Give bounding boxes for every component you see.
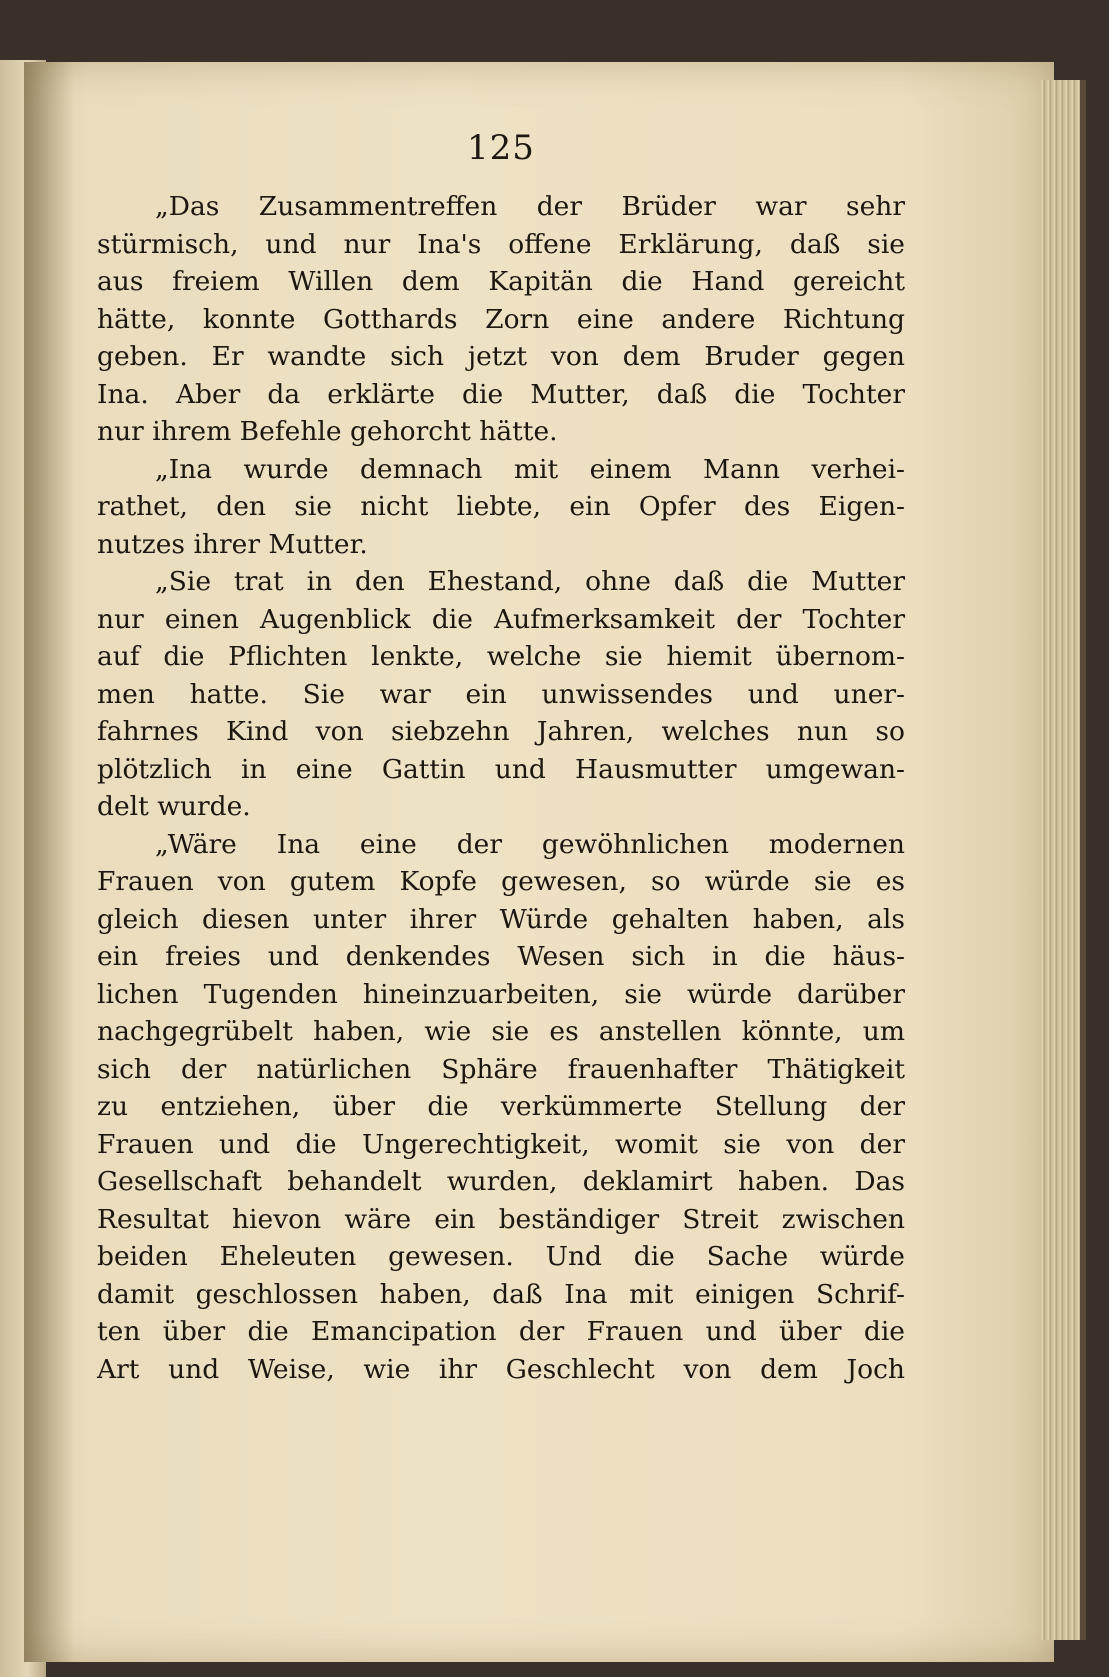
text-line: lichen Tugenden hineinzuarbeiten, sie würde darüber xyxy=(97,978,905,1010)
text-line: damit geschlossen haben, daß Ina mit einigen Schrif- xyxy=(97,1278,905,1310)
text-line: „Wäre Ina eine der gewöhnlichen modernen xyxy=(155,828,905,860)
text-line: Frauen und die Ungerechtigkeit, womit sie von der xyxy=(97,1128,905,1160)
text-line: beiden Eheleuten gewesen. Und die Sache würde xyxy=(97,1241,905,1272)
text-line: nur ihrem Befehle gehorcht hätte. xyxy=(97,416,558,447)
page-body xyxy=(97,188,905,1388)
text-line: zu entziehen, über die verkümmerte Stellung der xyxy=(97,1091,905,1122)
text-line: „Sie trat in den Ehestand, ohne daß die Mutter xyxy=(155,566,905,597)
text-line: sich der natürlichen Sphäre frauenhafter Thätigkeit xyxy=(97,1053,905,1085)
text-line: nur einen Augenblick die Aufmerksamkeit der Tochter xyxy=(97,603,905,635)
text-line: stürmisch, und nur Ina's offene Erklärung, daß sie xyxy=(97,228,905,260)
text-line: plötzlich in eine Gattin und Hausmutter umgewan- xyxy=(97,753,905,785)
page-edges xyxy=(1040,80,1086,1640)
text-line: ein freies und denkendes Wesen sich in die häus- xyxy=(97,941,905,972)
text-line: hätte, konnte Gotthards Zorn eine andere Richtung xyxy=(97,303,905,335)
text-line: „Ina wurde demnach mit einem Mann verhei- xyxy=(155,453,905,485)
text-line: geben. Er wandte sich jetzt von dem Bruder gegen xyxy=(97,341,905,372)
text-line: Resultat hievon wäre ein beständiger Streit zwischen xyxy=(97,1203,905,1235)
text-line: gleich diesen unter ihrer Würde gehalten haben, als xyxy=(97,903,905,935)
text-line: aus freiem Willen dem Kapitän die Hand gereicht xyxy=(97,266,905,297)
page-number: 125 xyxy=(467,128,535,168)
text-line: auf die Pflichten lenkte, welche sie hiemit übernom- xyxy=(97,641,905,672)
text-line: rathet, den sie nicht liebte, ein Opfer des Eigen- xyxy=(97,491,905,522)
text-line: delt wurde. xyxy=(97,791,251,822)
text-line: fahrnes Kind von siebzehn Jahren, welches nun so xyxy=(97,716,905,747)
text-line: Frauen von gutem Kopfe gewesen, so würde sie es xyxy=(97,866,905,897)
text-line: nutzes ihrer Mutter. xyxy=(97,528,368,560)
text-line: „Das Zusammentreffen der Brüder war sehr xyxy=(155,191,905,222)
text-line: Gesellschaft behandelt wurden, deklamirt haben. Das xyxy=(97,1166,905,1197)
text-line: Ina. Aber da erklärte die Mutter, daß die Tochter xyxy=(97,378,905,410)
text-line: Art und Weise, wie ihr Geschlecht von dem Joch xyxy=(97,1353,905,1385)
text-line: nachgegrübelt haben, wie sie es anstellen könnte, um xyxy=(97,1016,905,1047)
gutter-shadow xyxy=(24,62,74,1662)
text-line: men hatte. Sie war ein unwissendes und uner- xyxy=(97,678,905,710)
page-text-block xyxy=(97,128,905,1388)
text-line: ten über die Emancipation der Frauen und über die xyxy=(97,1316,905,1347)
